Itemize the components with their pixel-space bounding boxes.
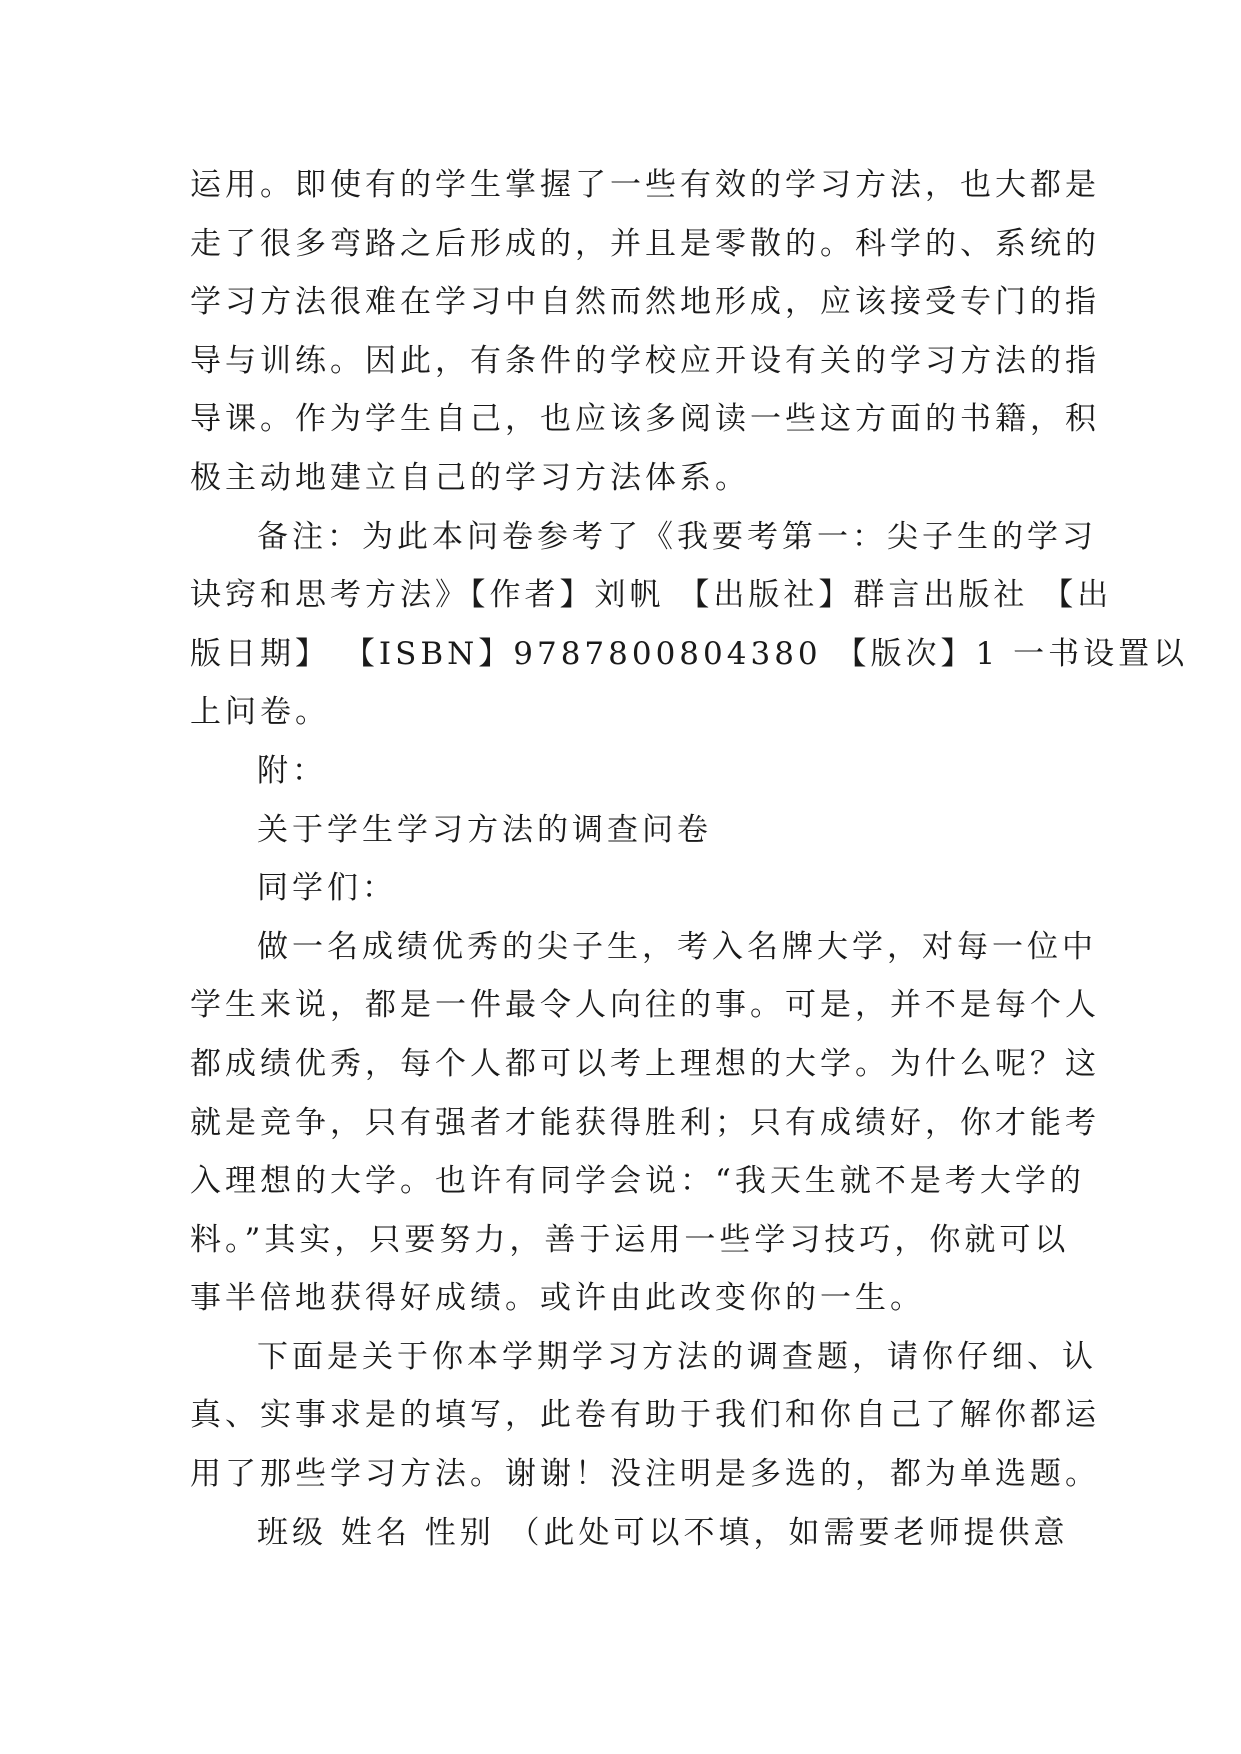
document-body (190, 156, 1189, 1562)
text-line: 班级 姓名 性别 （此处可以不填，如需要老师提供意 (257, 1514, 1069, 1551)
text-line: 学习方法很难在学习中自然而然地形成，应该接受专门的指 (190, 284, 1100, 321)
text-line: 导与训练。因此，有条件的学校应开设有关的学习方法的指 (190, 342, 1100, 379)
text-line: 料。”其实，只要努力，善于运用一些学习技巧，你就可以 (190, 1221, 1070, 1258)
text-line: 附： (257, 752, 327, 789)
text-line: 入理想的大学。也许有同学会说：“我天生就不是考大学的 (190, 1163, 1085, 1200)
text-line: 上问卷。 (190, 694, 330, 731)
text-line: 同学们： (257, 870, 397, 907)
text-line: 都成绩优秀，每个人都可以考上理想的大学。为什么呢？这 (190, 1045, 1100, 1082)
text-line: 事半倍地获得好成绩。或许由此改变你的一生。 (190, 1280, 925, 1317)
text-line: 就是竞争，只有强者才能获得胜利；只有成绩好，你才能考 (190, 1104, 1100, 1141)
text-line: 导课。作为学生自己，也应该多阅读一些这方面的书籍，积 (190, 401, 1100, 438)
text-line: 下面是关于你本学期学习方法的调查题，请你仔细、认 (257, 1338, 1097, 1375)
text-line: 走了很多弯路之后形成的，并且是零散的。科学的、系统的 (190, 225, 1100, 262)
text-line: 诀窍和思考方法》【作者】刘帆 【出版社】群言出版社 【出 (190, 577, 1113, 614)
text-line: 用了那些学习方法。谢谢！没注明是多选的，都为单选题。 (190, 1456, 1100, 1493)
text-line: 版日期】 【ISBN】9787800804380 【版次】1 一书设置以 (190, 635, 1189, 672)
text-line: 极主动地建立自己的学习方法体系。 (190, 459, 750, 496)
text-line: 备注：为此本问卷参考了《我要考第一：尖子生的学习 (257, 518, 1097, 555)
text-line: 真、实事求是的填写，此卷有助于我们和你自己了解你都运 (190, 1397, 1100, 1434)
text-line: 学生来说，都是一件最令人向往的事。可是，并不是每个人 (190, 987, 1100, 1024)
text-line: 关于学生学习方法的调查问卷 (257, 811, 712, 848)
text-line: 运用。即使有的学生掌握了一些有效的学习方法，也大都是 (190, 167, 1100, 203)
text-line: 做一名成绩优秀的尖子生，考入名牌大学，对每一位中 (257, 928, 1097, 965)
